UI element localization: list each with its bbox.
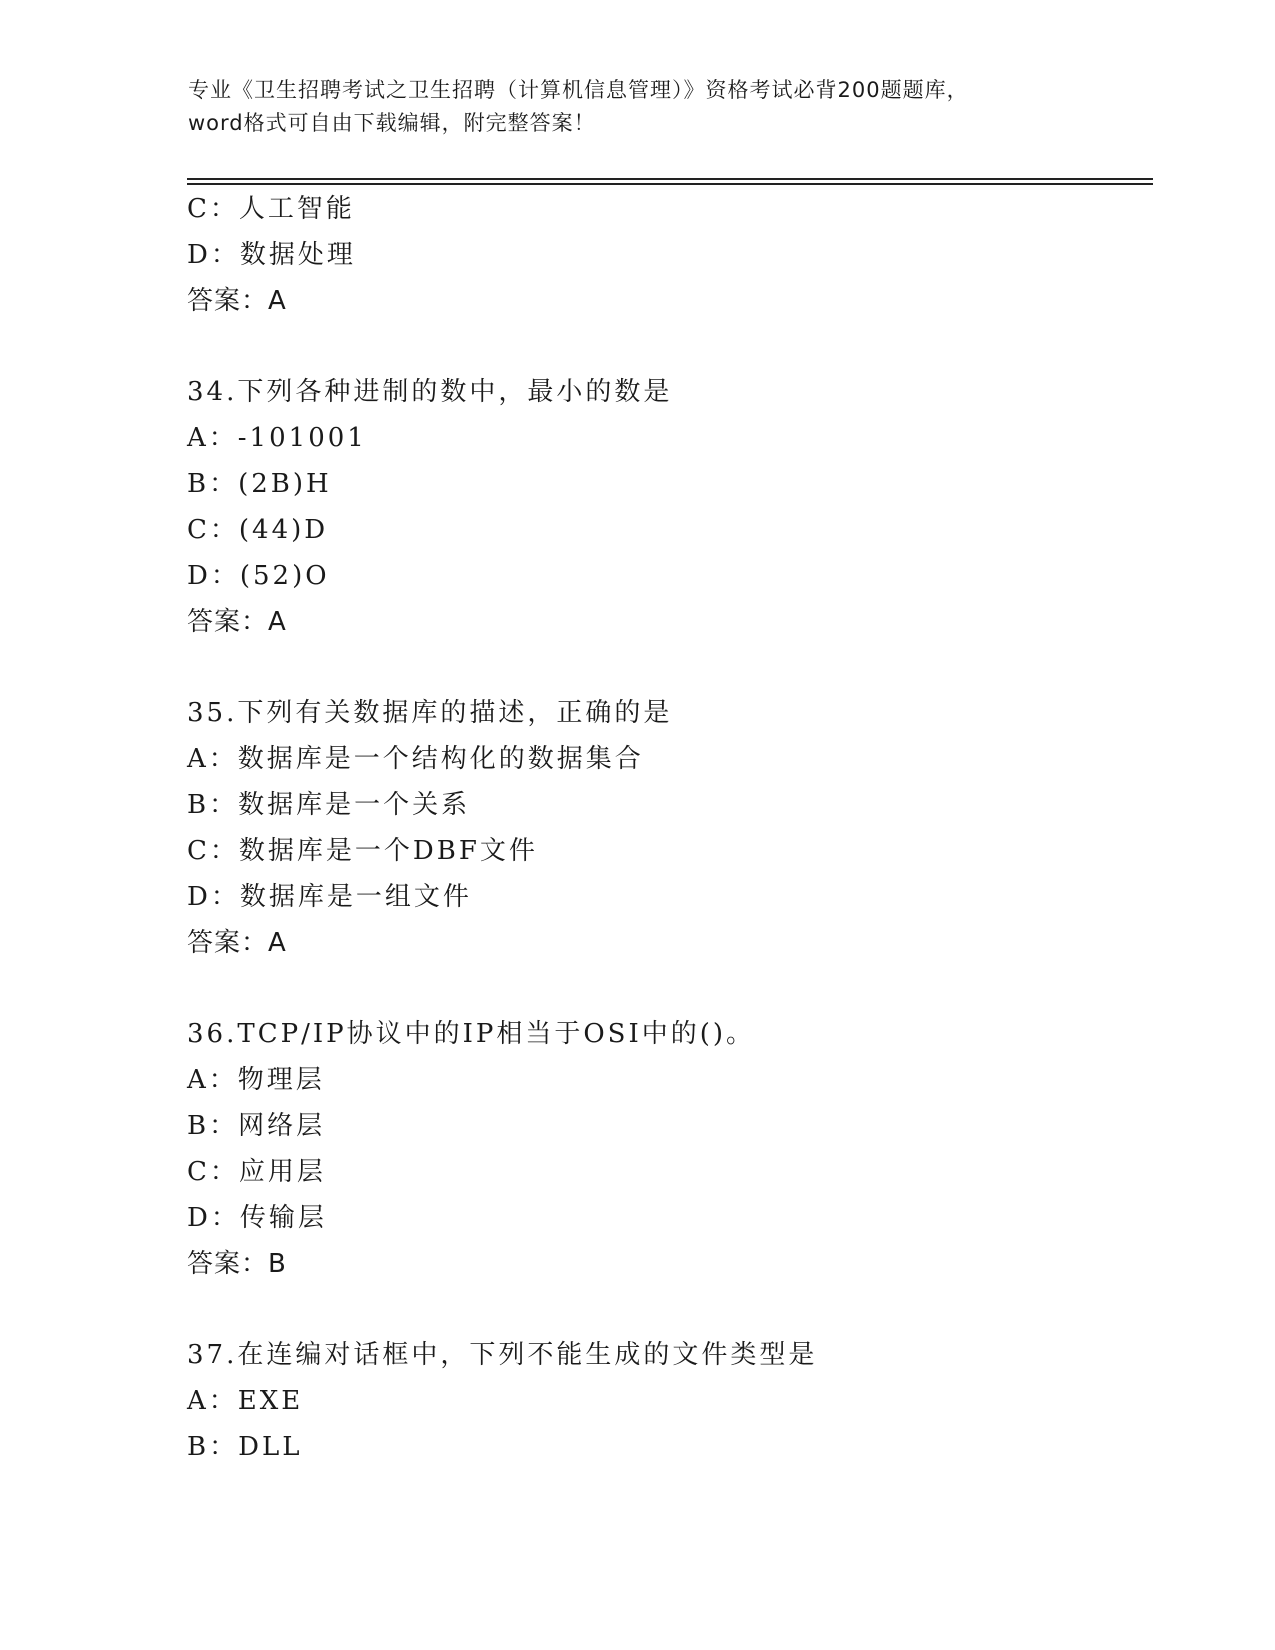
question-35: [187, 690, 1147, 966]
question-stem: 36.TCP/IP协议中的IP相当于OSI中的()。: [187, 1019, 756, 1049]
option-c: C：人工智能: [187, 194, 355, 224]
spacer: [187, 324, 1147, 369]
answer-line: 答案：A: [187, 286, 287, 316]
spacer: [187, 966, 1147, 1011]
question-stem: 37.在连编对话框中，下列不能生成的文件类型是: [187, 1340, 818, 1370]
document-header: [188, 74, 1088, 140]
option-a: A：EXE: [187, 1386, 304, 1416]
header-line-1: 专业《卫生招聘考试之卫生招聘（计算机信息管理）》资格考试必背200题题库，: [188, 78, 969, 102]
option-d: D：(52)O: [187, 561, 330, 591]
option-d: D：数据处理: [187, 240, 356, 270]
option-a: A：物理层: [187, 1065, 325, 1095]
option-b: B：DLL: [187, 1432, 303, 1462]
answer-line: 答案：A: [187, 607, 287, 637]
header-rule-bottom: [187, 183, 1153, 185]
option-c: C：应用层: [187, 1157, 326, 1187]
header-rule-top: [187, 178, 1153, 180]
spacer: [187, 1287, 1147, 1332]
option-b: B：(2B)H: [187, 469, 332, 499]
question-36: [187, 1011, 1147, 1287]
spacer: [187, 645, 1147, 690]
answer-line: 答案：B: [187, 1249, 287, 1279]
option-a: A：数据库是一个结构化的数据集合: [187, 744, 644, 774]
option-c: C：(44)D: [187, 515, 329, 545]
question-stem: 35.下列有关数据库的描述，正确的是: [187, 698, 673, 728]
option-d: D：传输层: [187, 1203, 327, 1233]
question-37: [187, 1332, 1147, 1470]
answer-line: 答案：A: [187, 928, 287, 958]
option-c: C：数据库是一个DBF文件: [187, 836, 538, 866]
question-stem: 34.下列各种进制的数中，最小的数是: [187, 377, 673, 407]
header-line-2: word格式可自由下载编辑，附完整答案！: [188, 111, 596, 135]
option-b: B：数据库是一个关系: [187, 790, 471, 820]
question-list: [187, 186, 1147, 1470]
option-d: D：数据库是一组文件: [187, 882, 472, 912]
option-b: B：网络层: [187, 1111, 326, 1141]
option-a: A：-101001: [187, 423, 367, 453]
intro-fragment: [187, 186, 1147, 324]
question-34: [187, 369, 1147, 645]
